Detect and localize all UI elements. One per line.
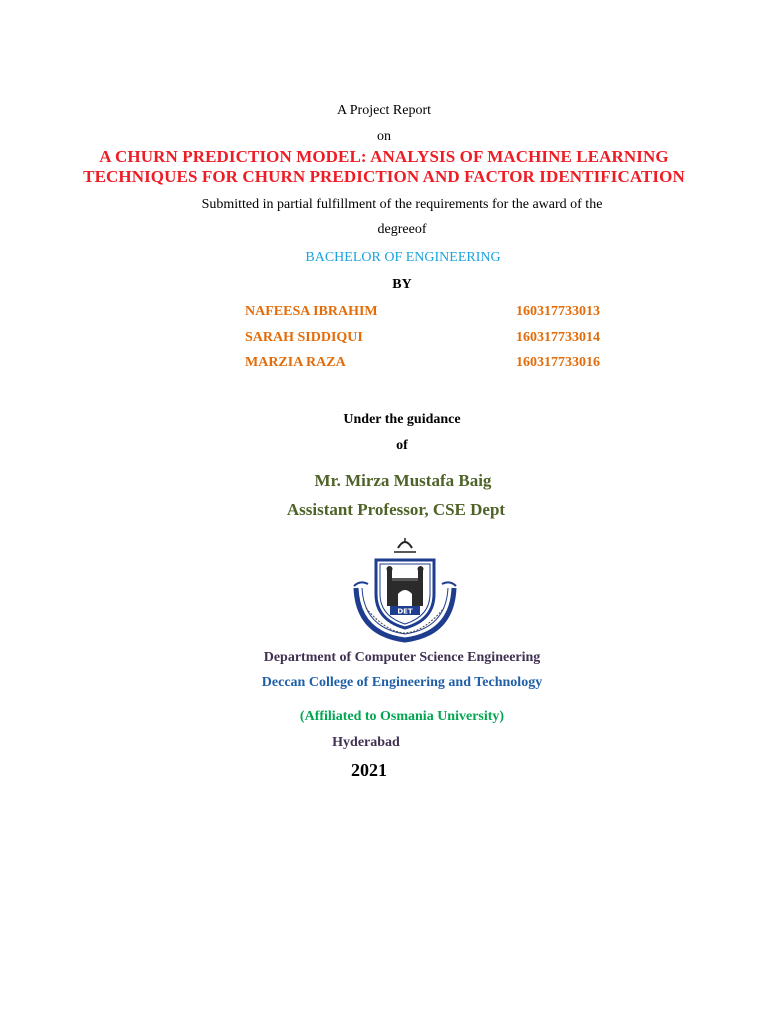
city: Hyderabad	[332, 735, 400, 750]
author-name: MARZIA RAZA	[245, 355, 346, 370]
submission-statement: Submitted in partial fulfillment of the requirements for the award of the	[201, 197, 603, 212]
degree-name: BACHELOR OF ENGINEERING	[305, 250, 501, 265]
author-name: NAFEESA IBRAHIM	[245, 304, 378, 319]
project-title-line-1: A CHURN PREDICTION MODEL: ANALYSIS OF MACHINE LEARNING	[99, 147, 669, 166]
degree-of-label: degreeof	[377, 222, 427, 237]
report-type: A Project Report	[336, 103, 432, 118]
year: 2021	[351, 760, 387, 780]
author-roll-number: 160317733013	[516, 304, 600, 319]
author-roll-number: 160317733014	[516, 330, 600, 345]
author-roll-number: 160317733016	[516, 355, 600, 370]
department-name: Department of Computer Science Engineering	[263, 650, 541, 665]
on-label: on	[377, 129, 391, 144]
guide-title: Assistant Professor, CSE Dept	[286, 500, 506, 519]
college-crest-icon	[346, 536, 464, 644]
crest-text: DET	[397, 607, 413, 616]
guide-name: Mr. Mirza Mustafa Baig	[314, 471, 492, 490]
project-title-line-2: TECHNIQUES FOR CHURN PREDICTION AND FACTOR IDENTIFICATION	[83, 167, 685, 186]
author-name: SARAH SIDDIQUI	[245, 330, 363, 345]
by-label: BY	[392, 277, 412, 292]
college-name: Deccan College of Engineering and Technology	[261, 675, 543, 690]
affiliation: (Affiliated to Osmania University)	[299, 709, 505, 724]
guidance-of-label: of	[396, 438, 408, 453]
guidance-label: Under the guidance	[343, 412, 461, 427]
